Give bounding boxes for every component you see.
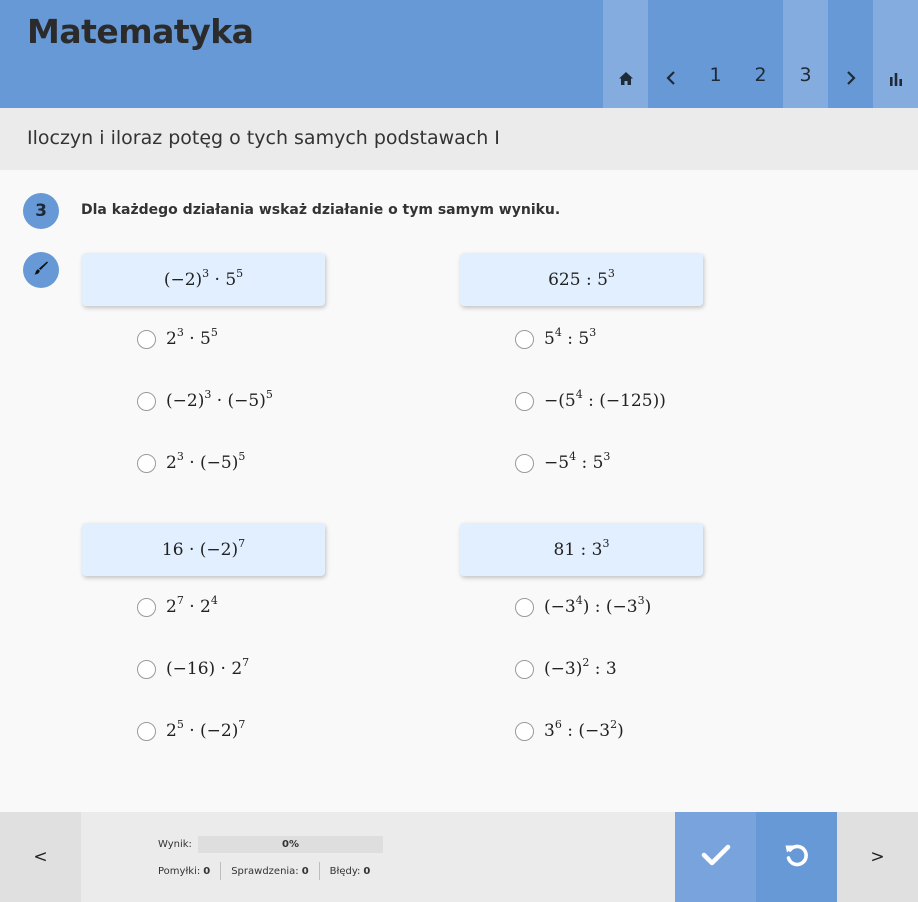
answer-option[interactable] <box>515 700 760 762</box>
app-title: Matematyka <box>27 12 254 51</box>
header <box>0 0 918 108</box>
brush-icon <box>33 260 49 280</box>
chevron-right-icon <box>846 70 856 86</box>
top-nav <box>603 0 918 108</box>
answer-option[interactable] <box>137 308 382 370</box>
footer <box>0 812 918 902</box>
match-group-2 <box>460 253 760 494</box>
mistakes-stat <box>158 862 221 880</box>
checks-value: 0 <box>301 865 309 877</box>
option-expression: $2^5 \cdot (-2)^7$ <box>166 718 246 741</box>
radio-button[interactable] <box>515 392 534 411</box>
match-group-3 <box>82 523 382 762</box>
score-progress-bar <box>198 836 383 853</box>
prompt-expression: $(-2)^3 \cdot 5^5$ <box>163 266 244 290</box>
mistakes-value: 0 <box>203 865 211 877</box>
radio-button[interactable] <box>137 330 156 349</box>
radio-button[interactable] <box>137 392 156 411</box>
radio-button[interactable] <box>137 660 156 679</box>
prompt-card <box>460 253 703 306</box>
stats-row <box>158 862 390 880</box>
next-page-button[interactable] <box>828 0 873 108</box>
check-icon <box>701 843 731 871</box>
answer-option[interactable] <box>137 432 382 494</box>
lesson-subtitle: Iloczyn i iloraz potęg o tych samych podstawach I <box>27 127 500 149</box>
reset-icon <box>783 841 811 873</box>
check-answer-button[interactable] <box>675 812 756 902</box>
checks-stat <box>231 862 319 880</box>
option-expression: $(-3)^2$ : 3 <box>544 656 617 679</box>
prompt-card <box>82 253 325 306</box>
answer-option[interactable] <box>515 370 760 432</box>
match-group-4 <box>460 523 760 762</box>
option-expression: $-5^4$ : $5^3$ <box>544 450 611 473</box>
option-expression: $2^7 \cdot 2^4$ <box>166 594 218 617</box>
radio-button[interactable] <box>137 454 156 473</box>
answer-option[interactable] <box>515 576 760 638</box>
page-2[interactable]: 2 <box>754 64 767 86</box>
option-expression: $-(5^4$ : (−125)) <box>544 388 666 411</box>
answer-option[interactable] <box>137 638 382 700</box>
chevron-left-icon <box>666 70 676 86</box>
errors-stat <box>330 862 381 880</box>
prompt-card <box>460 523 703 576</box>
option-expression: $(-2)^3 \cdot (-5)^5$ <box>166 388 273 411</box>
lesson-subtitle-bar <box>0 108 918 170</box>
checks-label: Sprawdzenia: <box>231 865 299 877</box>
errors-value: 0 <box>363 865 371 877</box>
prompt-card <box>82 523 325 576</box>
page-3[interactable]: 3 <box>783 0 828 108</box>
task-instruction: Dla każdego działania wskaż działanie o tym samym wyniku. <box>81 202 561 218</box>
answer-option[interactable] <box>137 370 382 432</box>
score-label: Wynik: <box>158 839 192 850</box>
option-expression: $(-3^4)$ : $(-3^3)$ <box>544 594 652 617</box>
task-number-badge: 3 <box>23 193 59 229</box>
option-expression: $3^6$ : $(-3^2)$ <box>544 718 624 741</box>
radio-button[interactable] <box>137 598 156 617</box>
home-icon <box>618 71 634 86</box>
match-group-1 <box>82 253 382 494</box>
home-button[interactable] <box>603 0 648 108</box>
answer-option[interactable] <box>137 576 382 638</box>
option-expression: $(-16) \cdot 2^7$ <box>166 656 250 679</box>
page-1[interactable]: 1 <box>709 64 722 86</box>
brush-tool-button[interactable] <box>23 252 59 288</box>
next-exercise-button[interactable]: > <box>837 812 918 902</box>
option-expression: $2^3 \cdot (-5)^5$ <box>166 450 246 473</box>
mistakes-label: Pomyłki: <box>158 865 201 877</box>
answer-option[interactable] <box>515 432 760 494</box>
prompt-expression: $16 \cdot (-2)^7$ <box>161 536 246 560</box>
stats-button[interactable] <box>873 0 918 108</box>
radio-button[interactable] <box>515 598 534 617</box>
prev-exercise-button[interactable]: < <box>0 812 81 902</box>
radio-button[interactable] <box>515 722 534 741</box>
radio-button[interactable] <box>137 722 156 741</box>
reset-button[interactable] <box>756 812 837 902</box>
prompt-expression: 81 : $3^3$ <box>553 536 610 560</box>
answer-option[interactable] <box>515 308 760 370</box>
bar-chart-icon <box>889 72 903 86</box>
option-expression: $2^3 \cdot 5^5$ <box>166 326 218 349</box>
prompt-expression: 625 : $5^3$ <box>548 266 615 290</box>
radio-button[interactable] <box>515 330 534 349</box>
radio-button[interactable] <box>515 660 534 679</box>
answer-option[interactable] <box>515 638 760 700</box>
answer-option[interactable] <box>137 700 382 762</box>
errors-label: Błędy: <box>329 865 361 877</box>
score-value: 0% <box>282 839 299 850</box>
radio-button[interactable] <box>515 454 534 473</box>
option-expression: $5^4$ : $5^3$ <box>544 326 597 349</box>
prev-page-button[interactable] <box>648 0 693 108</box>
